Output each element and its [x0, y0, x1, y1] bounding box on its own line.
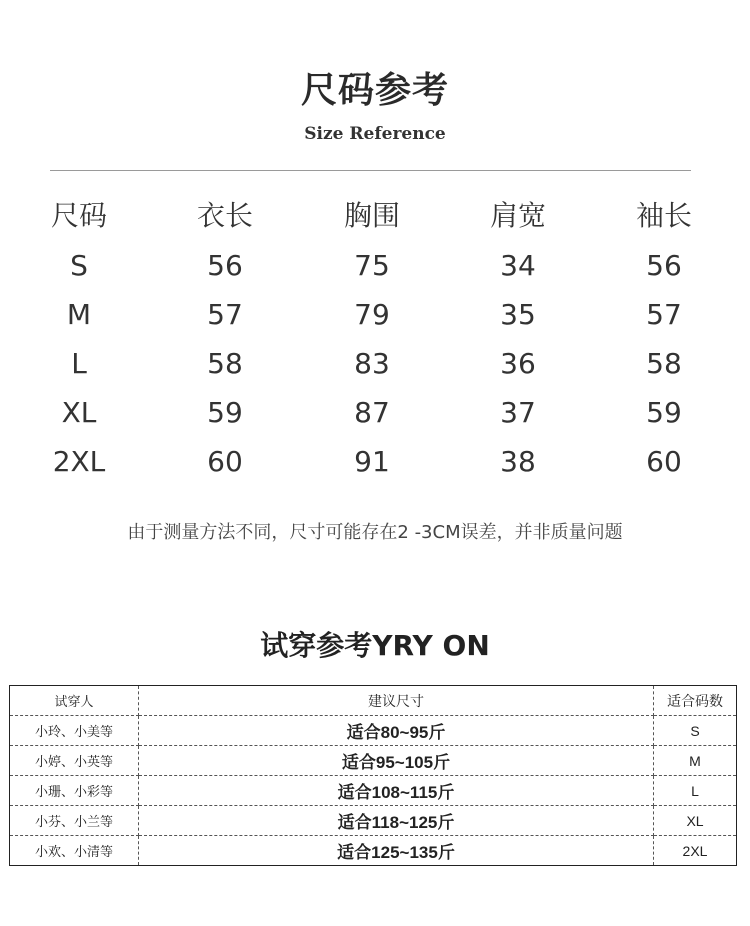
cell-size: S — [70, 249, 88, 282]
header-shoulder: 肩宽 — [489, 199, 546, 232]
table-row — [10, 776, 737, 806]
cell-fit-size: M — [654, 746, 737, 776]
header-sleeve: 袖长 — [635, 199, 692, 232]
cell-tester: 小婷、小英等 — [10, 746, 139, 776]
header-length: 衣长 — [196, 199, 253, 232]
size-table — [0, 190, 750, 486]
cell-tester: 小欢、小清等 — [10, 836, 139, 866]
table-row — [10, 746, 737, 776]
cell-tester: 小芬、小兰等 — [10, 806, 139, 836]
page-title: 尺码参考 — [300, 70, 449, 111]
cell-weight: 适合118~125斤 — [139, 806, 654, 836]
cell-chest: 79 — [354, 298, 390, 331]
header-size: 尺码 — [50, 199, 107, 232]
tryon-table — [9, 685, 737, 866]
cell-weight: 适合95~105斤 — [139, 746, 654, 776]
tryon-title: 试穿参考YRY ON — [260, 629, 490, 662]
cell-chest: 75 — [354, 249, 390, 282]
cell-size: 2XL — [52, 445, 106, 478]
cell-length: 56 — [207, 249, 243, 282]
cell-tester: 小珊、小彩等 — [10, 776, 139, 806]
table-row — [10, 806, 737, 836]
cell-shoulder: 36 — [500, 347, 536, 380]
size-row — [0, 437, 750, 486]
size-row — [0, 290, 750, 339]
cell-length: 57 — [207, 298, 243, 331]
cell-chest: 87 — [354, 396, 390, 429]
cell-sleeve: 56 — [646, 249, 682, 282]
size-row — [0, 241, 750, 290]
cell-length: 59 — [207, 396, 243, 429]
cell-weight: 适合80~95斤 — [139, 716, 654, 746]
cell-shoulder: 37 — [500, 396, 536, 429]
table-row — [10, 716, 737, 746]
size-table-header — [0, 190, 750, 241]
cell-fit-size: L — [654, 776, 737, 806]
cell-sleeve: 57 — [646, 298, 682, 331]
measurement-note: 由于测量方法不同，尺寸可能存在2 -3CM误差，并非质量问题 — [127, 522, 623, 543]
cell-length: 60 — [207, 445, 243, 478]
cell-weight: 适合125~135斤 — [139, 836, 654, 866]
cell-fit-size: S — [654, 716, 737, 746]
cell-fit-size: 2XL — [654, 836, 737, 866]
cell-size: M — [66, 298, 92, 331]
cell-shoulder: 38 — [500, 445, 536, 478]
cell-size: XL — [61, 396, 97, 429]
header-tester: 试穿人 — [10, 686, 139, 716]
header-suggested: 建议尺寸 — [139, 686, 654, 716]
header-chest: 胸围 — [343, 199, 400, 232]
cell-size: L — [71, 347, 87, 380]
header-fit-size: 适合码数 — [654, 686, 737, 716]
size-row — [0, 339, 750, 388]
cell-chest: 83 — [354, 347, 390, 380]
table-row — [10, 836, 737, 866]
cell-sleeve: 60 — [646, 445, 682, 478]
cell-chest: 91 — [354, 445, 390, 478]
cell-weight: 适合108~115斤 — [139, 776, 654, 806]
cell-sleeve: 58 — [646, 347, 682, 380]
cell-fit-size: XL — [654, 806, 737, 836]
page-subtitle: Size Reference — [304, 124, 446, 144]
tryon-header-row — [10, 686, 737, 716]
cell-tester: 小玲、小美等 — [10, 716, 139, 746]
cell-length: 58 — [207, 347, 243, 380]
cell-shoulder: 35 — [500, 298, 536, 331]
divider — [50, 170, 691, 171]
size-row — [0, 388, 750, 437]
cell-shoulder: 34 — [500, 249, 536, 282]
cell-sleeve: 59 — [646, 396, 682, 429]
